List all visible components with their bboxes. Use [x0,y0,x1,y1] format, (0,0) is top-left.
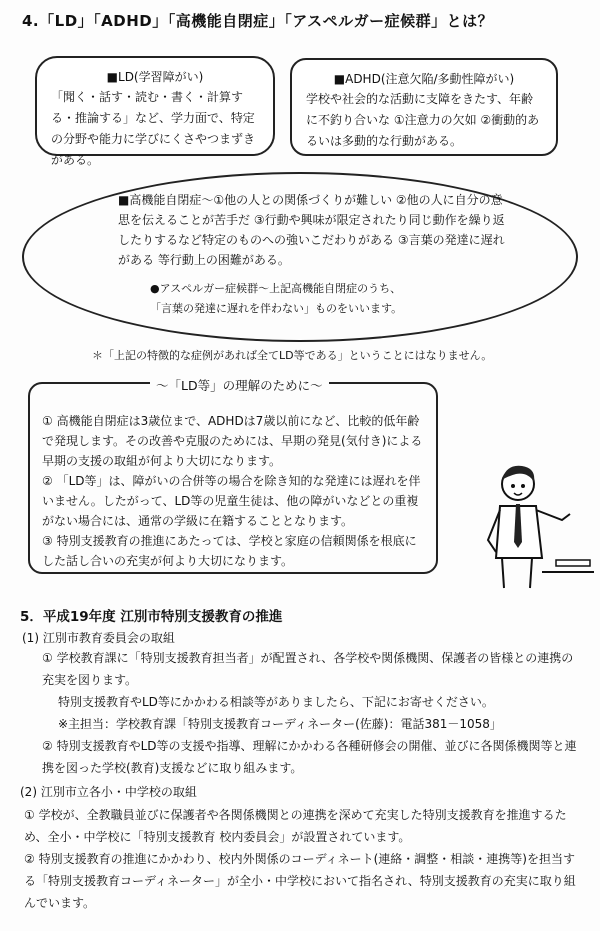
understanding-item: ③ 特別支援教育の推進にあたっては、学校と家庭の信頼関係を根底にした話し合いの充実が何より大切になります。 [42,534,417,568]
section-5-heading: 5．平成19年度 江別市特別支援教育の推進 [20,609,283,625]
understanding-title: ～「LD等」の理解のために～ [150,376,329,394]
asperger-line-2: 「言葉の発達に遅れを伴わない」ものをいいます。 [150,302,403,315]
asperger-text [150,279,480,319]
asperger-line-1: ●アスペルガー症候群～上記高機能自閉症のうち、 [150,282,402,295]
sub2-content [24,804,580,914]
sub2-item-1: ① 学校が、全教職員並びに保護者や各関係機関との連携を深めて充実した特別支援教育を推進するため、全小・中学校に「特別支援教育 校内委員会」が設置されています。 [24,808,567,844]
sub1-content [42,647,582,779]
adhd-title: ■ADHD(注意欠陥/多動性障がい) [333,72,515,86]
understanding-item: ① 高機能自閉症は3歳位まで、ADHDは7歳以前になど、比較的低年齢で発現します。その改善や克服のためには、早期の発見(気付き)による早期の支援の取組が何より大切になります。 [42,414,423,468]
note: ＊「上記の特徴的な症例があれば全てLD等である」ということにはなりません。 [92,349,493,362]
sub1-item-1-extra: 特別支援教育やLD等にかかわる相談等がありましたら、下記にお寄せください。 [58,695,494,709]
ld-body: 「聞く・話す・読む・書く・計算する・推論する」など、学力面で、特定の分野や能力に学びにくさやつまずきがある。 [51,90,256,167]
sub2-title: (2) 江別市立各小・中学校の取組 [20,785,197,799]
adhd-body: 学校や社会的な活動に支障をきたす、年齢に不釣り合いな ①注意力の欠如 ②衝動的あるいは多動的な行動がある。 [306,92,540,148]
teacher-illustration [470,462,594,592]
sub1-item-1: ① 学校教育課に「特別支援教育担当者」が配置され、各学校や関係機関、保護者の皆様との連携の充実を図ります。 [42,651,574,687]
sub1-item-2: ② 特別支援教育やLD等の支援や指導、理解にかかわる各種研修会の開催、並びに各関係機関等と連携を図った学校(教育)支援などに取り組みます。 [42,739,577,775]
section-4-heading: 4.「LD」「ADHD」「高機能自閉症」「アスペルガー症候群」とは？ [22,12,494,30]
understanding-body [42,411,426,571]
hfa-body: ■高機能自閉症～①他の人との関係づくりが難しい ②他の人に自分の意思を伝えることが苦手だ ③行動や興味が限定されたり同じ動作を繰り返したりするなど特定のものへの強いこだわりがある ③言葉の発達に遅れがある 等行動上の困難がある。 [118,193,505,267]
adhd-box [290,58,558,156]
ld-box [35,56,275,167]
ld-title: ■LD(学習障がい) [106,70,204,84]
sub1-title: (1) 江別市教育委員会の取組 [22,631,175,645]
understanding-item: ② 「LD等」は、障がいの合併等の場合を除き知的な発達には遅れを伴いません。したがって、LD等の児童生徒は、他の障がいなどとの重複がない場合には、通常の学級に在籍することとなります。 [42,474,421,528]
sub1-contact: ※主担当：学校教育課「特別支援教育コーディネーター(佐藤)：電話381－1058」 [58,717,502,731]
sub2-item-2: ② 特別支援教育の推進にかかわり、校内外関係のコーディネート(連絡・調整・相談・連携等)を担当する「特別支援教育コーディネーター」が全小・中学校において指名され、特別支援教育の充実に取り組んでいます。 [24,852,576,910]
